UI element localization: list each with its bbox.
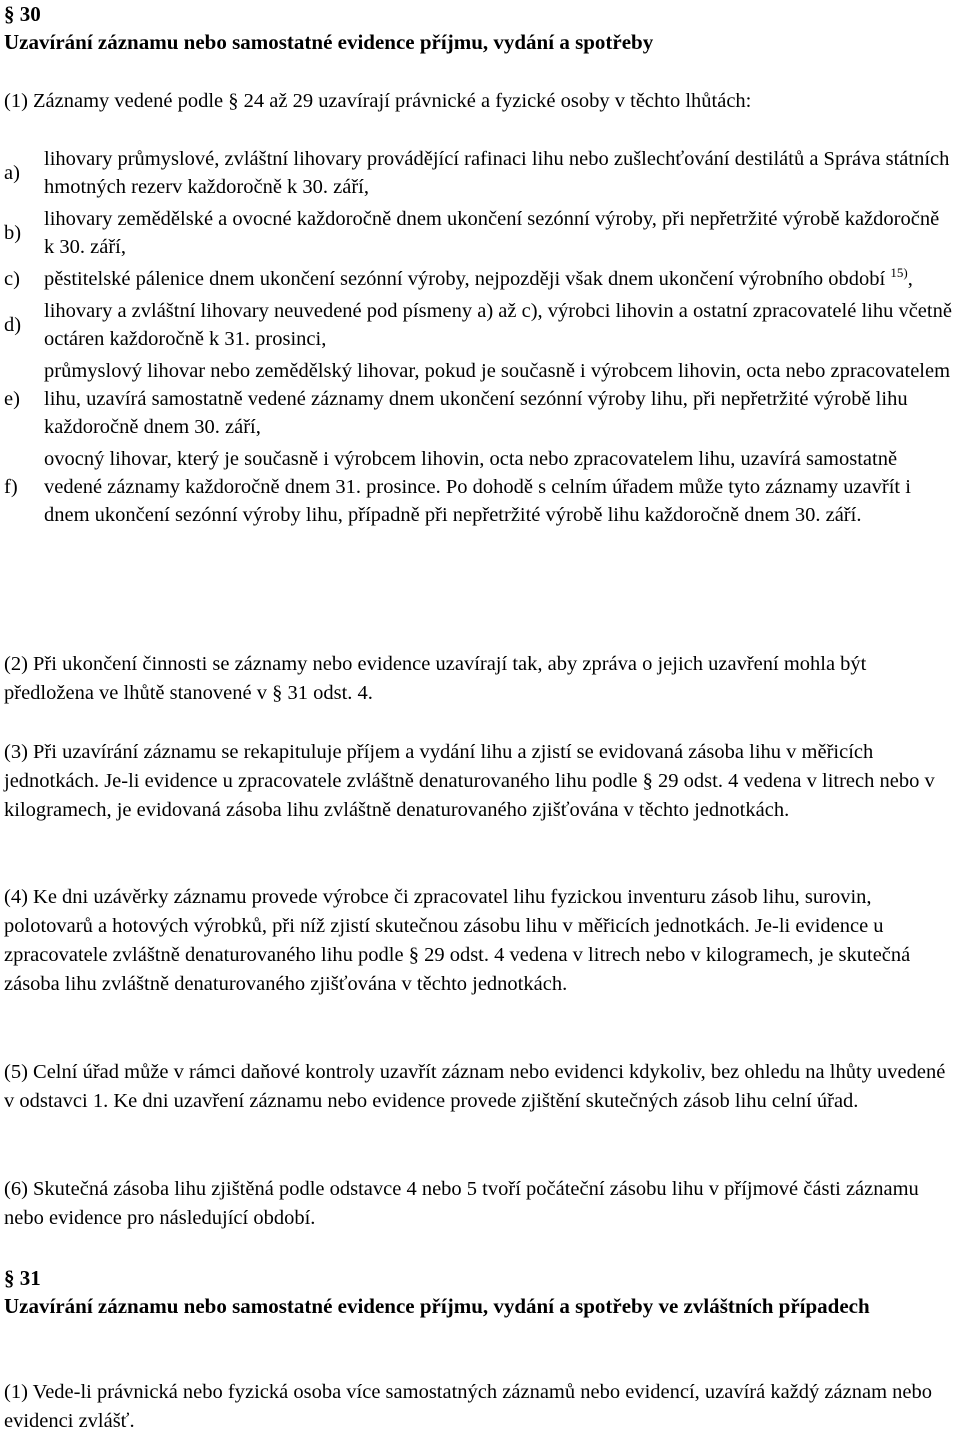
list-item-text-tail: , <box>907 268 913 290</box>
list-item-text: lihovary zemědělské a ovocné každoročně dnem ukončení sezónní výroby, při nepřetržité výrobě každoročně k 30. září, <box>44 208 940 258</box>
list-item-a <box>0 145 960 201</box>
list-item-label: e) <box>4 387 20 410</box>
list-item-text: lihovary průmyslové, zvláštní lihovary provádějící rafinaci lihu nebo zušlechťování destilátů a Správa státních hmotných rezerv každoročně k 30. září, <box>44 148 950 198</box>
list-item-f <box>0 445 960 529</box>
list-item-label: a) <box>4 161 20 184</box>
section-30-paragraph-4: (4) Ke dni uzávěrky záznamu provede výrobce či zpracovatel lihu fyzickou inventuru zásob lihu, surovin, polotovarů a hotových výrobků, při níž zjistí skutečnou zásobu lihu v měřicích jednotkách. Je-li evidence u zpracovatele zvláštně denaturovaného lihu podle § 29 odst. 4 vedena v litrech nebo v kilogramech, je skutečná zásoba lihu zvláštně denaturovaného zjišťována v těchto jednotkách. <box>4 886 911 995</box>
list-item-text: průmyslový lihovar nebo zemědělský lihovar, pokud je současně i výrobcem lihovin, octa nebo zpracovatelem lihu, uzavírá samostatně vedené záznamy dnem ukončení sezónní výroby lihu, při nepřetržité výrobě lihu každoročně dnem 30. září, <box>44 360 951 438</box>
list-item-b <box>0 205 960 261</box>
list-item-label: f) <box>4 475 18 498</box>
footnote-reference: 15) <box>890 265 908 280</box>
list-item-text-main: pěstitelské pálenice dnem ukončení sezónní výroby, nejpozději však dnem ukončení výrobního období <box>44 268 886 290</box>
section-30-paragraph-3: (3) Při uzavírání záznamu se rekapituluje příjem a vydání lihu a zjistí se evidovaná zásoba lihu v měřicích jednotkách. Je-li evidence u zpracovatele zvláštně denaturovaného lihu podle § 29 odst. 4 vedena v litrech nebo v kilogramech, je evidovaná zásoba lihu zvláštně denaturovaného zjišťována v těchto jednotkách. <box>4 741 935 821</box>
section-31-title: Uzavírání záznamu nebo samostatné evidence příjmu, vydání a spotřeby ve zvláštních případech <box>4 1294 870 1318</box>
section-30-paragraph-2: (2) Při ukončení činnosti se záznamy nebo evidence uzavírají tak, aby zpráva o jejich uzavření mohla být předložena ve lhůtě stanovené v § 31 odst. 4. <box>4 653 867 704</box>
section-30-deadline-list <box>0 145 960 533</box>
section-31-number: § 31 <box>4 1266 41 1290</box>
list-item-text: lihovary a zvláštní lihovary neuvedené pod písmeny a) až c), výrobci lihovin a ostatní zpracovatelé lihu včetně octáren každoročně k 31. prosinci, <box>44 300 952 350</box>
list-item-label: b) <box>4 221 22 244</box>
list-item-text: ovocný lihovar, který je současně i výrobcem lihovin, octa nebo zpracovatelem lihu, uzavírá samostatně vedené záznamy každoročně dnem 31. prosince. Po dohodě s celním úřadem může tyto záznamy uzavřít i dnem ukončení sezónní výroby lihu, případně při nepřetržité výrobě lihu každoročně dnem 30. září. <box>44 448 911 526</box>
list-item-d <box>0 297 960 353</box>
section-31-paragraph-1: (1) Vede-li právnická nebo fyzická osoba více samostatných záznamů nebo evidencí, uzavírá každý záznam nebo evidenci zvlášť. <box>4 1381 932 1432</box>
list-item-e <box>0 357 960 441</box>
list-item-label: c) <box>4 267 20 290</box>
section-30-paragraph-1-intro: (1) Záznamy vedené podle § 24 až 29 uzavírají právnické a fyzické osoby v těchto lhůtách: <box>4 90 752 112</box>
section-30-paragraph-5: (5) Celní úřad může v rámci daňové kontroly uzavřít záznam nebo evidenci kdykoliv, bez ohledu na lhůty uvedené v odstavci 1. Ke dni uzavření záznamu nebo evidence provede zjištění skutečných zásob lihu celní úřad. <box>4 1061 946 1112</box>
list-item-text <box>44 265 960 293</box>
list-item-c <box>0 265 960 293</box>
list-item-label: d) <box>4 313 22 336</box>
section-30-number: § 30 <box>4 2 41 26</box>
section-30-paragraph-6: (6) Skutečná zásoba lihu zjištěná podle odstavce 4 nebo 5 tvoří počáteční zásobu lihu v příjmové části záznamu nebo evidence pro následující období. <box>4 1178 919 1229</box>
section-30-title: Uzavírání záznamu nebo samostatné evidence příjmu, vydání a spotřeby <box>4 30 654 54</box>
